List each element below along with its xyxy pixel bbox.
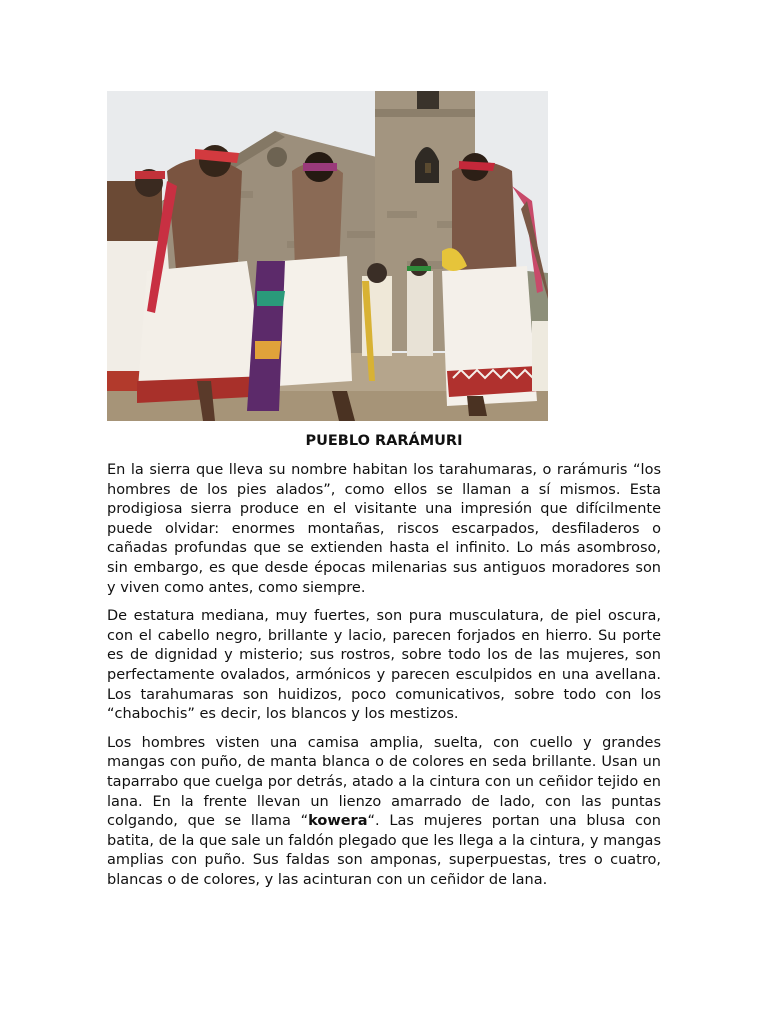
paragraph-1: En la sierra que lleva su nombre habitan los tarahumaras, o rarámuris “los hombres de los pies alados”, como ellos se llaman a sí mismos. Esta prodigiosa sierra produce en el visitante una impresión que difícilmente puede olvidar: enormes montañas, riscos escarpados, desfiladeros o cañadas profundas que se extienden hasta el infinito. Lo más asombroso, sin embargo, es que desde épocas milenarias sus antiguos moradores son y viven como antes, como siempre. xyxy=(107,462,661,596)
paragraph-3-end: “. Las mujeres portan una blusa con batita, de la que sale un faldón plegado que les llega a la cintura, y mangas amplias con puño. Sus faldas son amponas, superpuestas, tres o cuatro, blancas o de colores, y las acinturan con un ceñidor de lana. xyxy=(107,813,661,888)
document-title: PUEBLO RARÁMURI xyxy=(305,433,463,449)
paragraph-3 xyxy=(107,734,661,891)
paragraph-2: De estatura mediana, muy fuertes, son pura musculatura, de piel oscura, con el cabello negro, brillante y lacio, parecen forjados en hierro. Su porte es de dignidad y misterio; sus rostros, sobre todo los de las mujeres, son perfectamente ovalados, armónicos y parecen esculpidos en una avellana. Los tarahumaras son huidizos, poco comunicativos, sobre todo con los “chabochis” es decir, los blancos y los mestizos. xyxy=(107,608,661,723)
photo-raramuri-dancers xyxy=(107,91,548,421)
paragraph-3-start: Los hombres visten una camisa amplia, suelta, con cuello y grandes mangas con puño, de manta blanca o de colores en seda brillante. Usan un taparrabo que cuelga por detrás, atado a la cintura con un ceñidor tejido en lana. En la frente llevan un lienzo amarrado de lado, con las puntas colgando, que se llama “ xyxy=(107,734,661,830)
term-kowera: kowera xyxy=(308,813,368,830)
document-body xyxy=(107,461,661,899)
